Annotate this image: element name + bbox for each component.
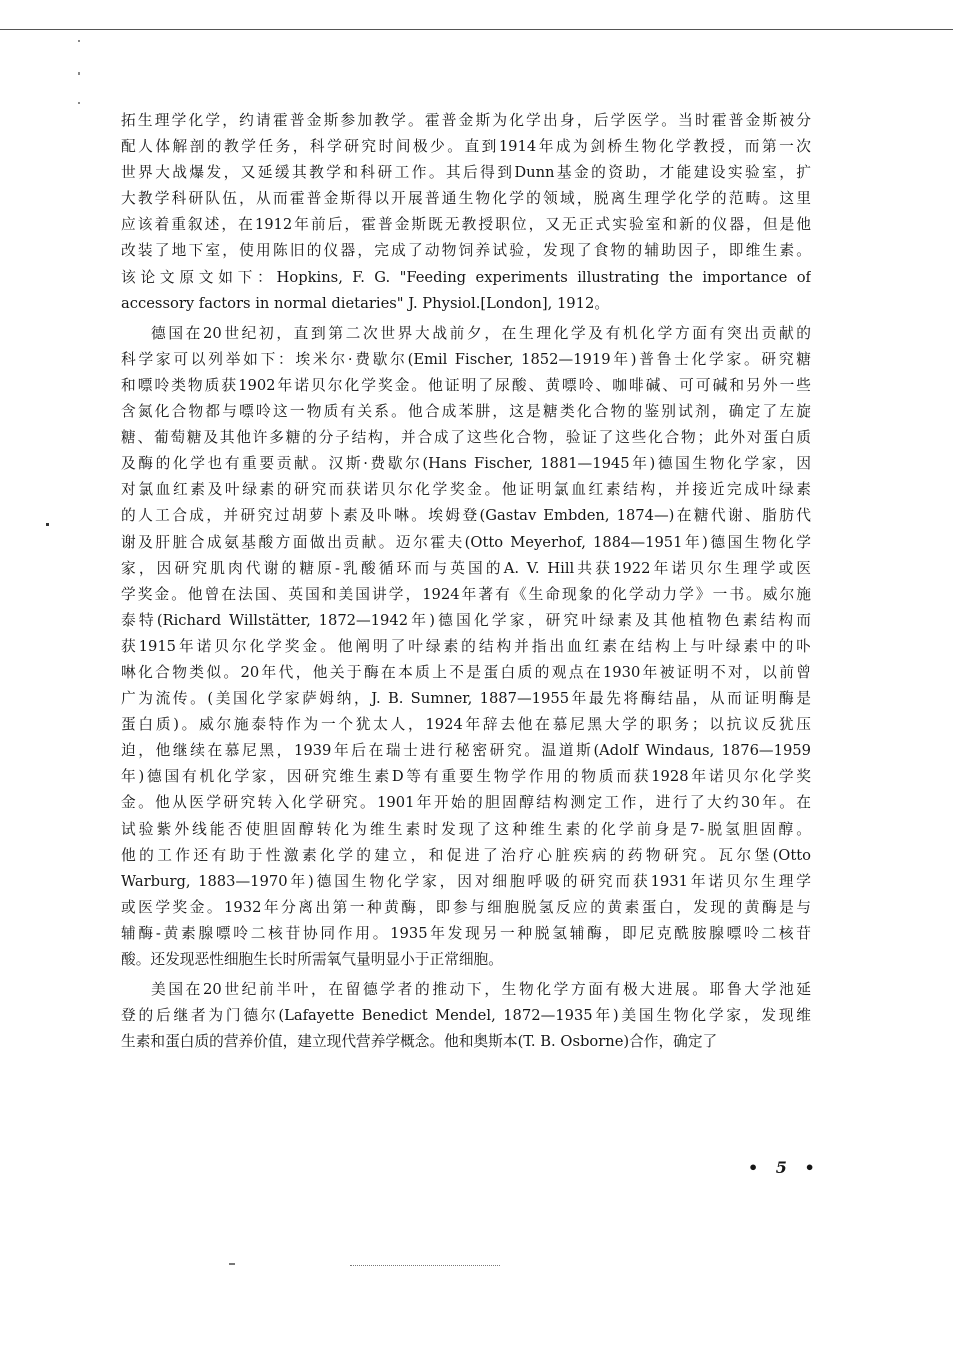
text-line: 德国在20世纪初，直到第二次世界大战前夕，在生理化学及有机化学方面有突出贡献的 bbox=[151, 324, 811, 342]
text-line: 辅酶-黄素腺嘌呤二核苷协同作用。1935年发现另一种脱氢辅酶，即尼克酰胺腺嘌呤二核苷 bbox=[121, 924, 811, 942]
text-line: accessory factors in normal dietaries" J. Physiol.[London], 1912。 bbox=[121, 294, 610, 312]
text-line: 拓生理学化学，约请霍普金斯参加教学。霍普金斯为化学出身，后学医学。当时霍普金斯被分 bbox=[121, 112, 811, 129]
text-line: 的人工合成，并研究过胡萝卜素及卟啉。埃姆登(Gastav Embden, 1874—)在糖代谢、脂肪代 bbox=[121, 507, 811, 525]
text-line: 泰特(Richard Willstätter, 1872—1942年)德国化学家，研究叶绿素及其他植物色素结构而 bbox=[121, 611, 811, 629]
paragraph bbox=[121, 321, 811, 973]
text-line: 金。他从医学研究转入化学研究。1901年开始的胆固醇结构测定工作，进行了大约30年。在 bbox=[121, 794, 811, 812]
text-line: 蛋白质)。威尔施泰特作为一个犹太人，1924年辞去他在慕尼黑大学的职务；以抗议反犹压 bbox=[121, 716, 811, 734]
text-line: 生素和蛋白质的营养价值，建立现代营养学概念。他和奥斯本(T. B. Osborne)合作，确定了 bbox=[121, 1033, 718, 1051]
text-line: 试验紫外线能否使胆固醇转化为维生素时发现了这种维生素的化学前身是7-脱氢胆固醇。 bbox=[121, 820, 811, 838]
scan-mark bbox=[46, 523, 49, 526]
text-line: 和嘌呤类物质获1902年诺贝尔化学奖金。他证明了尿酸、黄嘌呤、咖啡碱、可可碱和另外一些 bbox=[121, 376, 811, 394]
text-line: 配人体解剖的教学任务，科学研究时间极少。直到1914年成为剑桥生物化学教授，而第一次 bbox=[121, 138, 811, 156]
text-line: 糖、葡萄糖及其他许多糖的分子结构，并合成了这些化合物，验证了这些化合物；此外对蛋白质 bbox=[121, 429, 811, 447]
paragraph bbox=[121, 108, 811, 317]
scan-mark bbox=[78, 72, 80, 75]
page-body bbox=[121, 108, 811, 1059]
text-line: 他的工作还有助于性激素化学的建立，和促进了治疗心脏疾病的药物研究。瓦尔堡(Otto bbox=[121, 846, 811, 864]
scan-mark bbox=[78, 40, 80, 42]
text-line: 啉化合物类似。20年代，他关于酶在本质上不是蛋白质的观点在1930年被证明不对，以前曾 bbox=[121, 663, 811, 681]
text-line: 含氮化合物都与嘌呤这一物质有关系。他合成苯肼，这是糖类化合物的鉴别试剂，确定了左旋 bbox=[121, 403, 811, 421]
paragraph bbox=[121, 977, 811, 1055]
text-line: 及酶的化学也有重要贡献。汉斯·费歇尔(Hans Fischer, 1881—1945年)德国生物化学家，因 bbox=[121, 455, 811, 473]
text-line: 学奖金。他曾在法国、英国和美国讲学，1924年著有《生命现象的化学动力学》一书。威尔施 bbox=[121, 585, 811, 603]
scan-mark bbox=[78, 102, 80, 104]
text-line: 世界大战爆发，又延缓其教学和科研工作。其后得到Dunn基金的资助，才能建设实验室，扩 bbox=[121, 164, 811, 182]
text-line: 美国在20世纪前半叶，在留德学者的推动下，生物化学方面有极大进展。耶鲁大学池延 bbox=[151, 981, 811, 999]
text-line: 科学家可以列举如下：埃米尔·费歇尔(Emil Fischer, 1852—1919年)普鲁士化学家。研究糖 bbox=[121, 350, 811, 368]
text-line: 迫，他继续在慕尼黑，1939年后在瑞士进行秘密研究。温道斯(Adolf Windaus, 1876—1959 bbox=[121, 742, 811, 760]
footer-mark bbox=[229, 1263, 235, 1265]
text-line: 该论文原文如下：Hopkins, F. G. "Feeding experiments illustrating the importance of bbox=[121, 268, 811, 286]
text-line: 应该着重叙述，在1912年前后，霍普金斯既无教授职位，又无正式实验室和新的仪器，但是他 bbox=[121, 216, 811, 234]
text-line: 酸。还发现恶性细胞生长时所需氧气量明显小于正常细胞。 bbox=[121, 951, 503, 968]
text-line: 广为流传。(美国化学家萨姆纳，J. B. Sumner, 1887—1955年最先将酶结晶，从而证明酶是 bbox=[121, 690, 811, 708]
text-line: 谢及肝脏合成氨基酸方面做出贡献。迈尔霍夫(Otto Meyerhof, 1884—1951年)德国生物化学 bbox=[121, 533, 811, 551]
footer-dotted-rule bbox=[350, 1265, 500, 1266]
text-line: 家，因研究肌肉代谢的糖原-乳酸循环而与英国的A. V. Hill共获1922年诺贝尔生理学或医 bbox=[121, 559, 811, 577]
text-line: 改装了地下室，使用陈旧的仪器，完成了动物饲养试验，发现了食物的辅助因子，即维生素。 bbox=[121, 242, 811, 260]
text-line: 对氯血红素及叶绿素的研究而获诺贝尔化学奖金。他证明氯血红素结构，并接近完成叶绿素 bbox=[121, 481, 811, 499]
text-line: Warburg, 1883—1970年)德国生物化学家，因对细胞呼吸的研究而获1931年诺贝尔生理学 bbox=[121, 872, 811, 890]
text-line: 登的后继者为门德尔(Lafayette Benedict Mendel, 1872—1935年)美国生物化学家，发现维 bbox=[121, 1007, 811, 1025]
page-number: • 5 • bbox=[748, 1158, 821, 1177]
text-line: 或医学奖金。1932年分离出第一种黄酶，即参与细胞脱氢反应的黄素蛋白，发现的黄酶是与 bbox=[121, 898, 811, 916]
text-line: 年)德国有机化学家，因研究维生素D等有重要生物学作用的物质而获1928年诺贝尔化学奖 bbox=[121, 768, 811, 786]
text-line: 获1915年诺贝尔化学奖金。他阐明了叶绿素的结构并指出血红素在结构上与叶绿素中的卟 bbox=[121, 637, 811, 655]
text-line: 大教学科研队伍，从而霍普金斯得以开展普通生物化学的领域，脱离生理学化学的范畴。这里 bbox=[121, 190, 811, 208]
top-border-line bbox=[0, 29, 953, 30]
